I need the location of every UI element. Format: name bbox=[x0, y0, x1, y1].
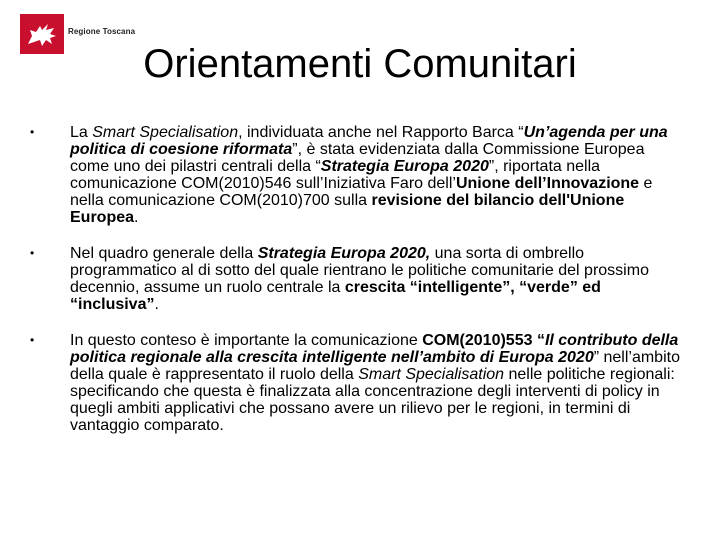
text-segment: . bbox=[154, 296, 159, 313]
bullet-text bbox=[70, 332, 680, 434]
bullet-icon: • bbox=[30, 125, 35, 139]
bullet-icon: • bbox=[30, 246, 35, 260]
text-segment: COM(2010)553 “ bbox=[422, 332, 545, 349]
text-segment: Un’agenda per una politica di coesione riformata bbox=[70, 124, 668, 158]
text-segment: Strategia Europa 2020, bbox=[257, 245, 431, 262]
text-segment: nelle politiche regionali: specificando che questa è finalizzata alla concentrazione degli interventi di policy in quegli ambiti applicativi che possano avere un rilievo per le regioni, in termini di vantaggio comparato. bbox=[70, 366, 675, 434]
text-segment: , individuata anche nel Rapporto Barca “ bbox=[238, 124, 524, 141]
bullet-icon: • bbox=[30, 333, 35, 347]
text-segment: ”, riportata nella comunicazione COM(2010)546 sull’Iniziativa Faro dell’ bbox=[70, 158, 601, 192]
text-segment: crescita “intelligente”, “verde” ed “inclusiva” bbox=[70, 279, 601, 313]
organization-name: Regione Toscana bbox=[68, 27, 136, 36]
bullet-text bbox=[70, 245, 649, 313]
text-segment: una sorta di ombrello programmatico al di sotto del quale rientrano le politiche comunitarie del prossimo decennio, assume un ruolo centrale la bbox=[70, 245, 649, 296]
text-segment: ”, è stata evidenziata dalla Commissione Europea come uno dei pilastri centrali della “ bbox=[70, 141, 645, 175]
bullet-text bbox=[70, 124, 668, 226]
bullet-list bbox=[30, 124, 680, 453]
text-segment: La bbox=[70, 124, 93, 141]
text-segment: revisione del bilancio dell'Unione Europea bbox=[70, 192, 625, 226]
text-segment: Il contributo della politica regionale alla crescita intelligente nell’ambito di Europa 2020 bbox=[70, 332, 679, 366]
text-segment: . bbox=[134, 209, 139, 226]
text-segment: In questo conteso è importante la comunicazione bbox=[70, 332, 423, 349]
bullet-item-1 bbox=[30, 124, 680, 226]
text-segment: Strategia Europa 2020 bbox=[320, 158, 489, 175]
text-segment: Unione dell’Innovazione bbox=[455, 175, 640, 192]
text-segment: Nel quadro generale della bbox=[70, 245, 258, 262]
bullet-item-2 bbox=[30, 245, 680, 313]
text-segment: Smart Specialisation bbox=[358, 366, 505, 383]
bullet-item-3 bbox=[30, 332, 680, 434]
page-title: Orientamenti Comunitari bbox=[143, 42, 577, 86]
text-segment: e nella comunicazione COM(2010)700 sulla bbox=[70, 175, 653, 209]
text-segment: ” nell’ambito della quale è rappresentato il ruolo della bbox=[70, 349, 680, 383]
text-segment: Smart Specialisation bbox=[92, 124, 239, 141]
